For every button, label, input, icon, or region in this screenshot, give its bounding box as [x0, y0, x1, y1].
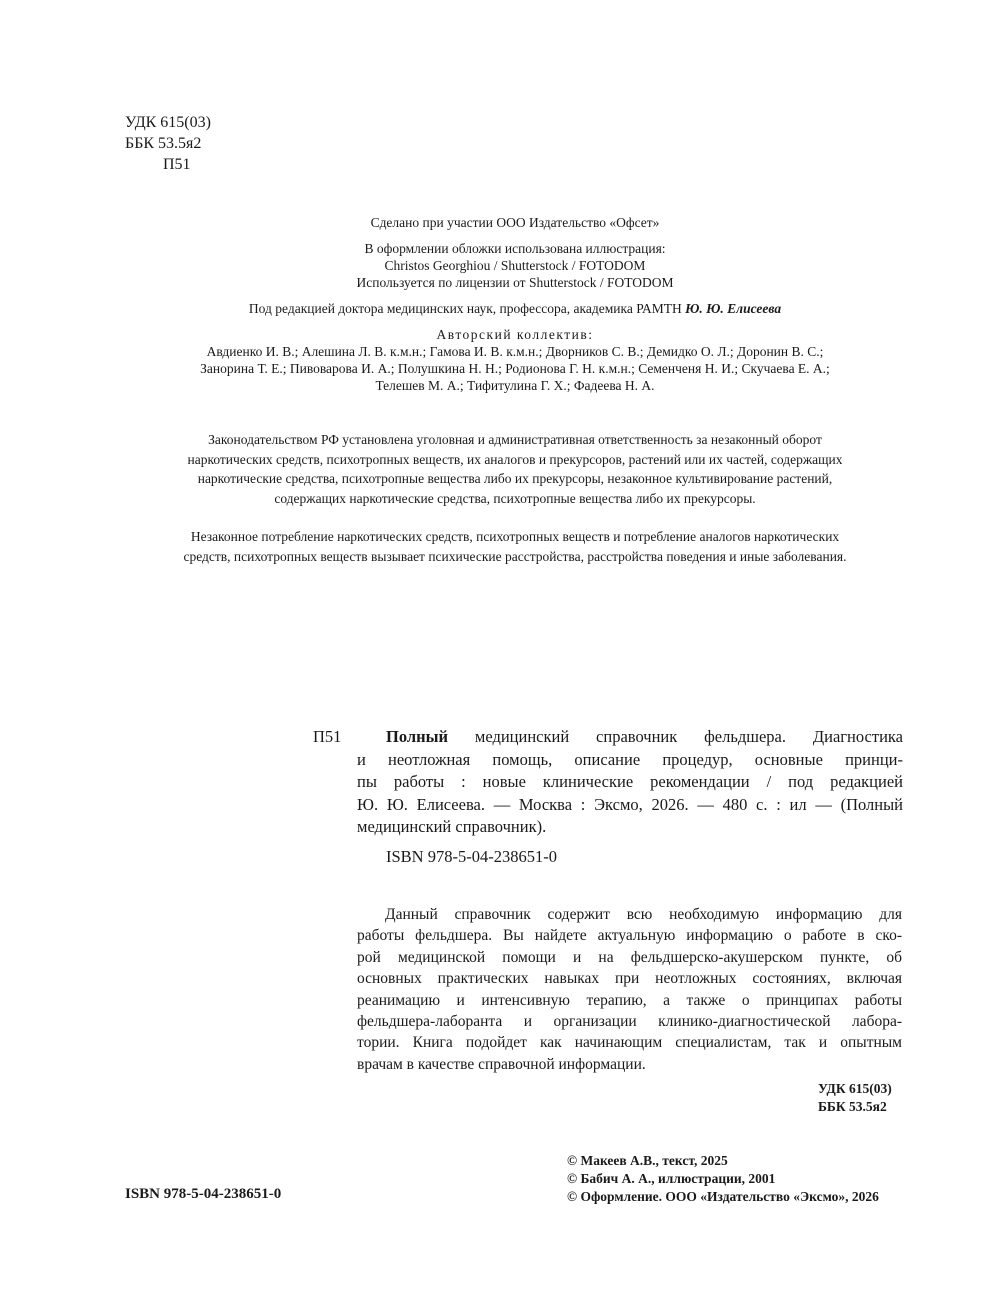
bbk-code-bottom: ББК 53.5я2	[818, 1099, 887, 1114]
warning-line: содержащих наркотические средства, психотропные вещества либо их прекурсоры.	[274, 490, 756, 506]
copyrights	[567, 1152, 879, 1206]
cover-credit-2: Christos Georghiou / Shutterstock / FOTODOM	[384, 258, 646, 273]
annotation	[357, 904, 902, 1075]
catalog-line: Ю. Ю. Елисеева. — Москва : Эксмо, 2026. — 480 с. : ил — (Полный	[357, 794, 903, 814]
warning-line: наркотических средств, психотропных веществ, их аналогов и прекурсоров, растений или их частей, содержащих	[187, 451, 843, 467]
catalog-isbn: ISBN 978-5-04-238651-0	[386, 846, 557, 866]
udk-code-bottom: УДК 615(03)	[818, 1081, 892, 1096]
annotation-line: работы фельдшера. Вы найдете актуальную информацию о работе в ско-	[357, 927, 902, 945]
authors-heading: Авторский коллектив:	[436, 327, 594, 342]
credits	[120, 214, 910, 394]
catalog-title-bold: Полный	[386, 727, 449, 746]
legal-warning	[120, 430, 910, 566]
health-warning-line: средств, психотропных веществ вызывает психические расстройства, расстройства поведения и иные заболевания.	[183, 548, 847, 564]
author-sign: П51	[163, 156, 191, 173]
catalog-title-rest: медицинский справочник фельдшера. Диагностика	[448, 727, 903, 746]
classification-codes	[125, 112, 211, 175]
publisher-note: Сделано при участии ООО Издательство «Офсет»	[370, 215, 660, 230]
cover-credit-1: В оформлении обложки использована иллюстрация:	[364, 241, 666, 256]
catalog-code: П51	[313, 727, 342, 746]
annotation-line: Данный справочник содержит всю необходимую информацию для	[385, 906, 902, 923]
editor-line	[120, 300, 910, 317]
catalog-line: и неотложная помощь, описание процедур, основные принци-	[357, 749, 903, 769]
annotation-line: рой медицинской помощи и на фельдшерско-акушерском пункте, об	[357, 948, 902, 966]
catalog-entry	[313, 726, 903, 869]
copyright-line: © Оформление. ООО «Издательство «Эксмо», 2026	[567, 1189, 879, 1204]
copyright-line: © Макеев А.В., текст, 2025	[567, 1153, 728, 1168]
annotation-line: тории. Книга подойдет как начинающим специалистам, так и опытным	[357, 1034, 902, 1052]
authors-line: Телешев М. А.; Тифитулина Г. Х.; Фадеева Н. А.	[375, 378, 655, 393]
annotation-line: основных практических навыках при неотложных состояниях, включая	[357, 970, 902, 988]
annotation-line: реанимацию и интенсивную терапию, а также о принципах работы	[357, 991, 902, 1009]
catalog-line: медицинский справочник).	[357, 817, 547, 837]
warning-line: наркотические средства, психотропные вещества либо их прекурсоры, незаконное культивирование растений,	[197, 471, 833, 486]
classification-bottom	[818, 1080, 892, 1116]
isbn-bottom: ISBN 978-5-04-238651-0	[125, 1186, 282, 1202]
annotation-line: врачам в качестве справочной информации.	[357, 1055, 646, 1073]
bbk-code: ББК 53.5я2	[125, 135, 202, 152]
catalog-line	[386, 726, 903, 749]
copyright-line: © Бабич А. А., иллюстрации, 2001	[567, 1171, 776, 1186]
editor-name: Ю. Ю. Елисеева	[685, 301, 782, 316]
udk-code: УДК 615(03)	[125, 114, 211, 131]
cover-credit-3: Используется по лицензии от Shutterstock / FOTODOM	[356, 275, 674, 290]
warning-line: Законодательством РФ установлена уголовная и административная ответственность за незаконный оборот	[208, 432, 822, 447]
health-warning-line: Незаконное потребление наркотических средств, психотропных веществ и потребление аналогов наркотических	[190, 529, 840, 544]
editor-prefix: Под редакцией доктора медицинских наук, профессора, академика РАМТН	[248, 301, 686, 316]
annotation-line: фельдшера-лаборанта и организации клинико-диагностической лабора-	[357, 1013, 902, 1031]
catalog-line: пы работы : новые клинические рекомендации / под редакцией	[357, 772, 903, 792]
authors-line: Авдиенко И. В.; Алешина Л. В. к.м.н.; Гамова И. В. к.м.н.; Дворников С. В.; Демидко О. Л.; Доронин В. С.;	[206, 344, 824, 359]
authors-line: Занорина Т. Е.; Пивоварова И. А.; Полушкина Н. Н.; Родионова Г. Н. к.м.н.; Семенченя Н. И.; Скучаева Е. А.;	[200, 361, 830, 376]
